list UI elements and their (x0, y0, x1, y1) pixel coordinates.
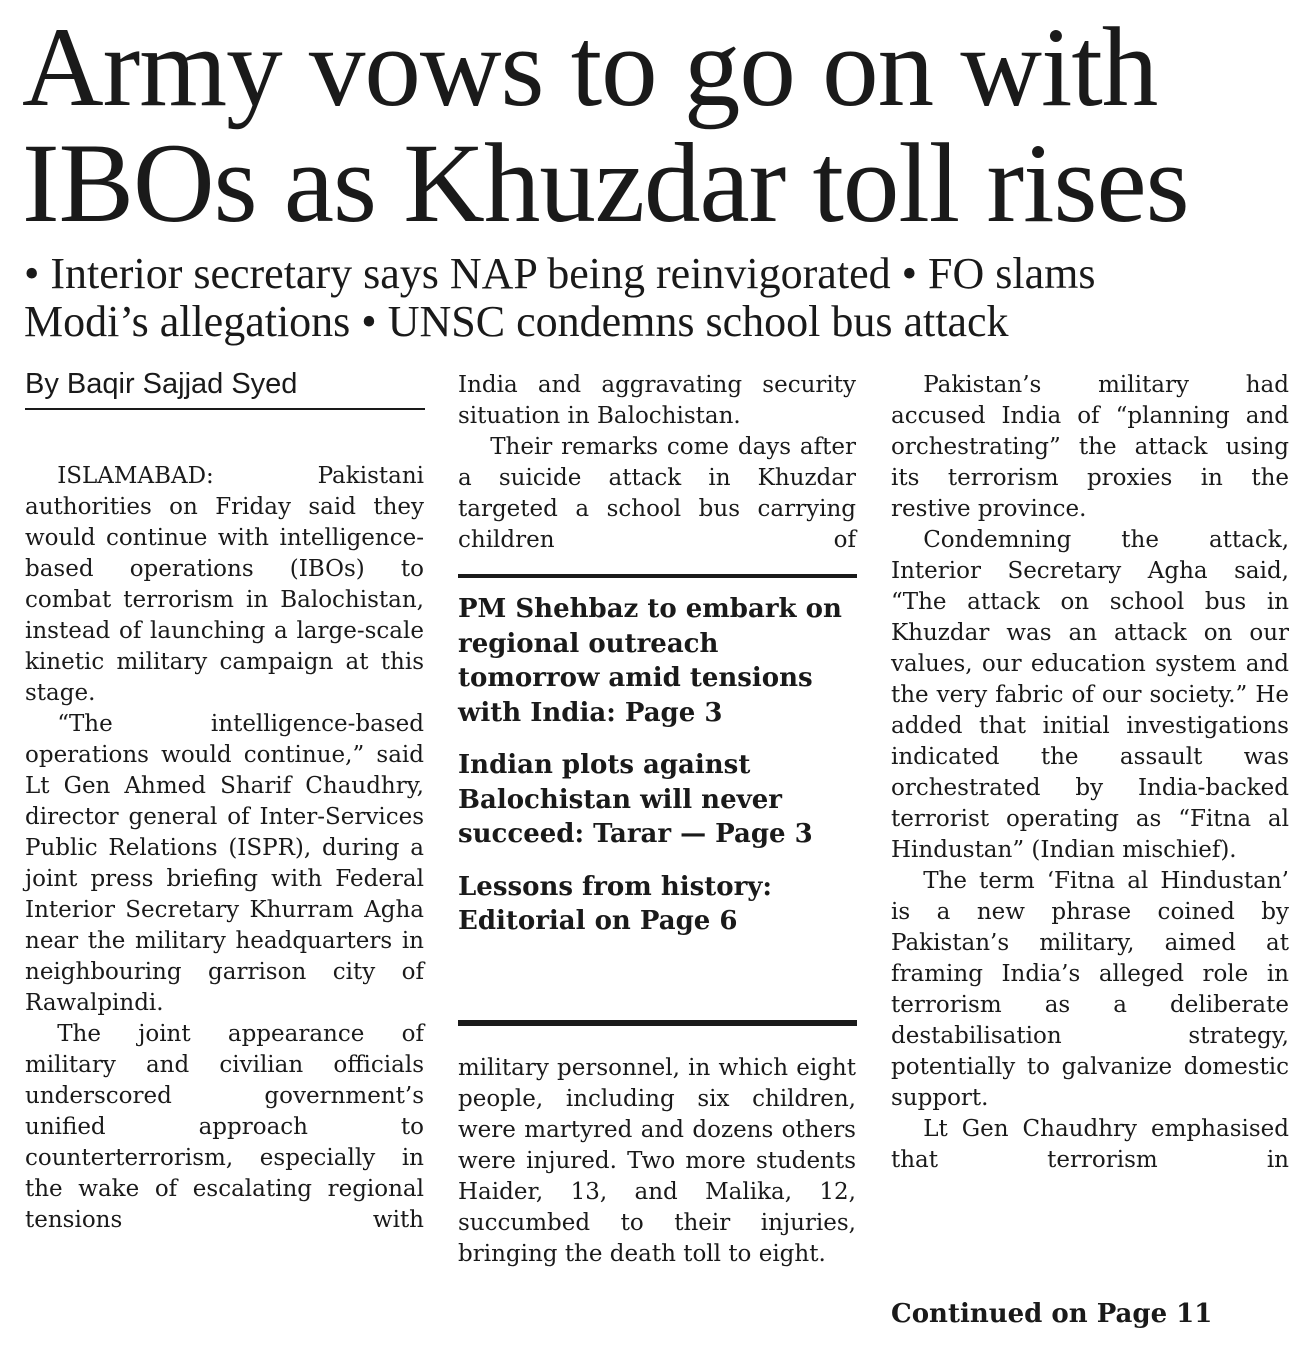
article-paragraph: India and aggravating security situation in Balochistan. (458, 372, 856, 429)
headline-line-2: IBOs as Khuzdar toll rises (22, 121, 1189, 246)
related-story-link[interactable]: PM Shehbaz to embark on regional outreach tomorrow amid tensions with India: Page 3 (458, 594, 842, 728)
article-paragraph: ISLAMABAD: Pakistani authorities on Friday said they would continue with intelligence-based operations (IBOs) to combat terrorism in Balochistan, instead of launching a large-scale kinetic military campaign at this stage. (25, 463, 424, 706)
article-paragraph: Lt Gen Chaudhry emphasised that terrorism in (891, 1116, 1289, 1173)
subheadline (24, 250, 1299, 346)
related-stories-box (458, 574, 857, 1026)
continued-link[interactable]: Continued on Page 11 (891, 1299, 1213, 1329)
article-paragraph: The joint appearance of military and civilian officials underscored government’s unified approach to counterterrorism, especially in the wake of escalating regional tensions with (25, 1021, 424, 1233)
subheadline-line-1: • Interior secretary says NAP being reinvigorated • FO slams (24, 249, 1096, 298)
related-story-link[interactable]: Indian plots against Balochistan will never succeed: Tarar — Page 3 (458, 750, 813, 849)
article-paragraph: Condemning the attack, Interior Secretary Agha said, “The attack on school bus in Khuzdar was an attack on our values, our education system and the very fabric of our society.” He added that initial investigations indicated the assault was orchestrated by India-backed terrorist operating as “Fitna al Hindustan” (Indian mischief). (891, 527, 1289, 863)
article-column-2-top (458, 370, 856, 556)
headline-line-1: Army vows to go on with (22, 5, 1158, 130)
byline: By Baqir Sajjad Syed (25, 366, 425, 410)
headline (22, 5, 1297, 246)
article-column-1 (25, 461, 424, 1236)
subheadline-line-2: Modi’s allegations • UNSC condemns school bus attack (24, 297, 1009, 346)
related-story-link[interactable]: Lessons from history: Editorial on Page 6 (458, 871, 772, 936)
article-paragraph: The term ‘Fitna al Hindustan’ is a new phrase coined by Pakistan’s military, aimed at framing India’s alleged role in terrorism as a deliberate destabilisation strategy, potentially to galvanize domestic support. (891, 868, 1289, 1111)
article-column-2-bottom (458, 1053, 856, 1270)
article-paragraph: military personnel, in which eight people, including six children, were martyred and dozens others were injured. Two more students Haider, 13, and Malika, 12, succumbed to their injuries, bringing the death toll to eight. (458, 1055, 856, 1267)
article-column-3 (891, 370, 1289, 1176)
article-paragraph: “The intelligence-based operations would continue,” said Lt Gen Ahmed Sharif Chaudhry, director general of Inter-Services Public Relations (ISPR), during a joint press briefing with Federal Interior Secretary Khurram Agha near the military headquarters in neighbouring garrison city of Rawalpindi. (25, 711, 424, 1016)
article-paragraph: Their remarks come days after a suicide attack in Khuzdar targeted a school bus carrying children of (458, 434, 856, 553)
article-paragraph: Pakistan’s military had accused India of “planning and orchestrating” the attack using its terrorism proxies in the restive province. (891, 372, 1289, 522)
